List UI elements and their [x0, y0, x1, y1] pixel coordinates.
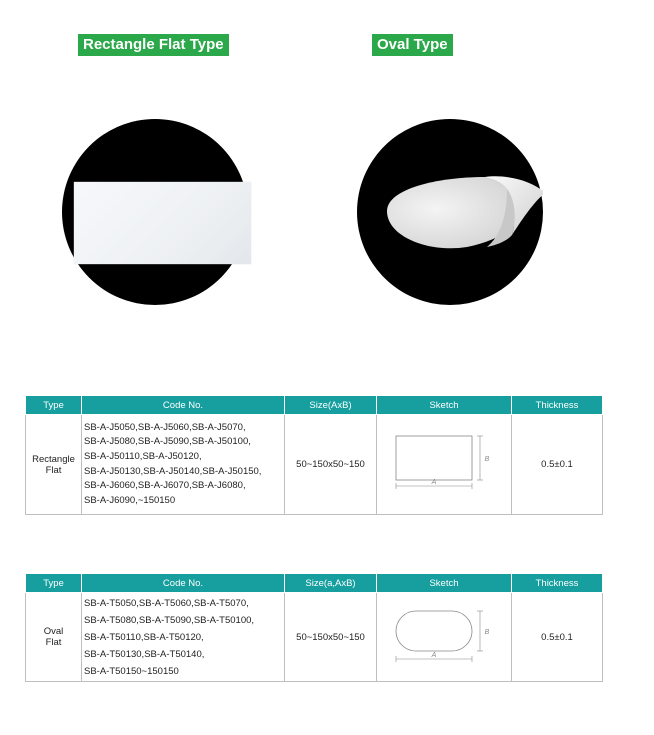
thickness-cell: 0.5±0.1 [512, 593, 603, 682]
rectangle-sketch [384, 428, 504, 498]
sketch-cell [377, 593, 512, 682]
code-line: SB-A-T50110,SB-A-T50120, [84, 631, 204, 643]
sketch-label-b: B [484, 456, 490, 463]
type-cell [26, 593, 82, 682]
sketch-label-a: A [431, 651, 437, 659]
table-header-row [26, 574, 603, 593]
header-size: Size(a,AxB) [285, 574, 377, 593]
rectangle-flat-sample [74, 182, 251, 264]
header-thickness: Thickness [512, 574, 603, 593]
oval-sample-illustration [357, 119, 543, 305]
type-line: Flat [45, 637, 62, 648]
code-line: SB-A-J50130,SB-A-J50140,SB-A-J50150, [84, 465, 262, 477]
header-sketch: Sketch [377, 574, 512, 593]
header-code-no: Code No. [82, 396, 285, 415]
code-line: SB-A-T50150~150150 [84, 665, 179, 677]
type-line: Rectangle [32, 453, 75, 465]
type-cell [26, 415, 82, 515]
rectangle-product-photo [62, 119, 248, 305]
size-cell: 50~150x50~150 [285, 415, 377, 515]
sketch-label-b: B [484, 628, 490, 636]
type-line: Flat [45, 464, 62, 476]
oval-type-title: Oval Type [372, 34, 453, 56]
type-line: Oval [43, 626, 64, 637]
header-code-no: Code No. [82, 574, 285, 593]
oval-spec-table [25, 573, 603, 682]
table-header-row [26, 396, 603, 415]
oval-product-photo [357, 119, 543, 305]
oval-sketch [384, 601, 504, 671]
code-line: SB-A-J5050,SB-A-J5060,SB-A-J5070, [84, 421, 246, 433]
code-line: SB-A-T50130,SB-A-T50140, [84, 648, 205, 660]
code-line: SB-A-T5050,SB-A-T5060,SB-A-T5070, [84, 597, 249, 609]
table-row [26, 593, 603, 682]
rectangle-flat-type-title: Rectangle Flat Type [78, 34, 229, 56]
header-type: Type [26, 396, 82, 415]
table-row [26, 415, 603, 515]
code-line: SB-A-T5080,SB-A-T5090,SB-A-T50100, [84, 614, 255, 626]
code-list [82, 593, 285, 682]
rectangle-spec-table [25, 395, 603, 515]
code-line: SB-A-J50110,SB-A-J50120, [84, 450, 202, 462]
header-type: Type [26, 574, 82, 593]
size-cell: 50~150x50~150 [285, 593, 377, 682]
sketch-label-a: A [431, 479, 437, 486]
code-list [82, 415, 285, 515]
thickness-cell: 0.5±0.1 [512, 415, 603, 515]
header-sketch: Sketch [377, 396, 512, 415]
header-thickness: Thickness [512, 396, 603, 415]
sketch-cell [377, 415, 512, 515]
code-line: SB-A-J6090,~150150 [84, 494, 176, 506]
header-size: Size(AxB) [285, 396, 377, 415]
code-line: SB-A-J5080,SB-A-J5090,SB-A-J50100, [84, 436, 251, 448]
code-line: SB-A-J6060,SB-A-J6070,SB-A-J6080, [84, 480, 246, 492]
